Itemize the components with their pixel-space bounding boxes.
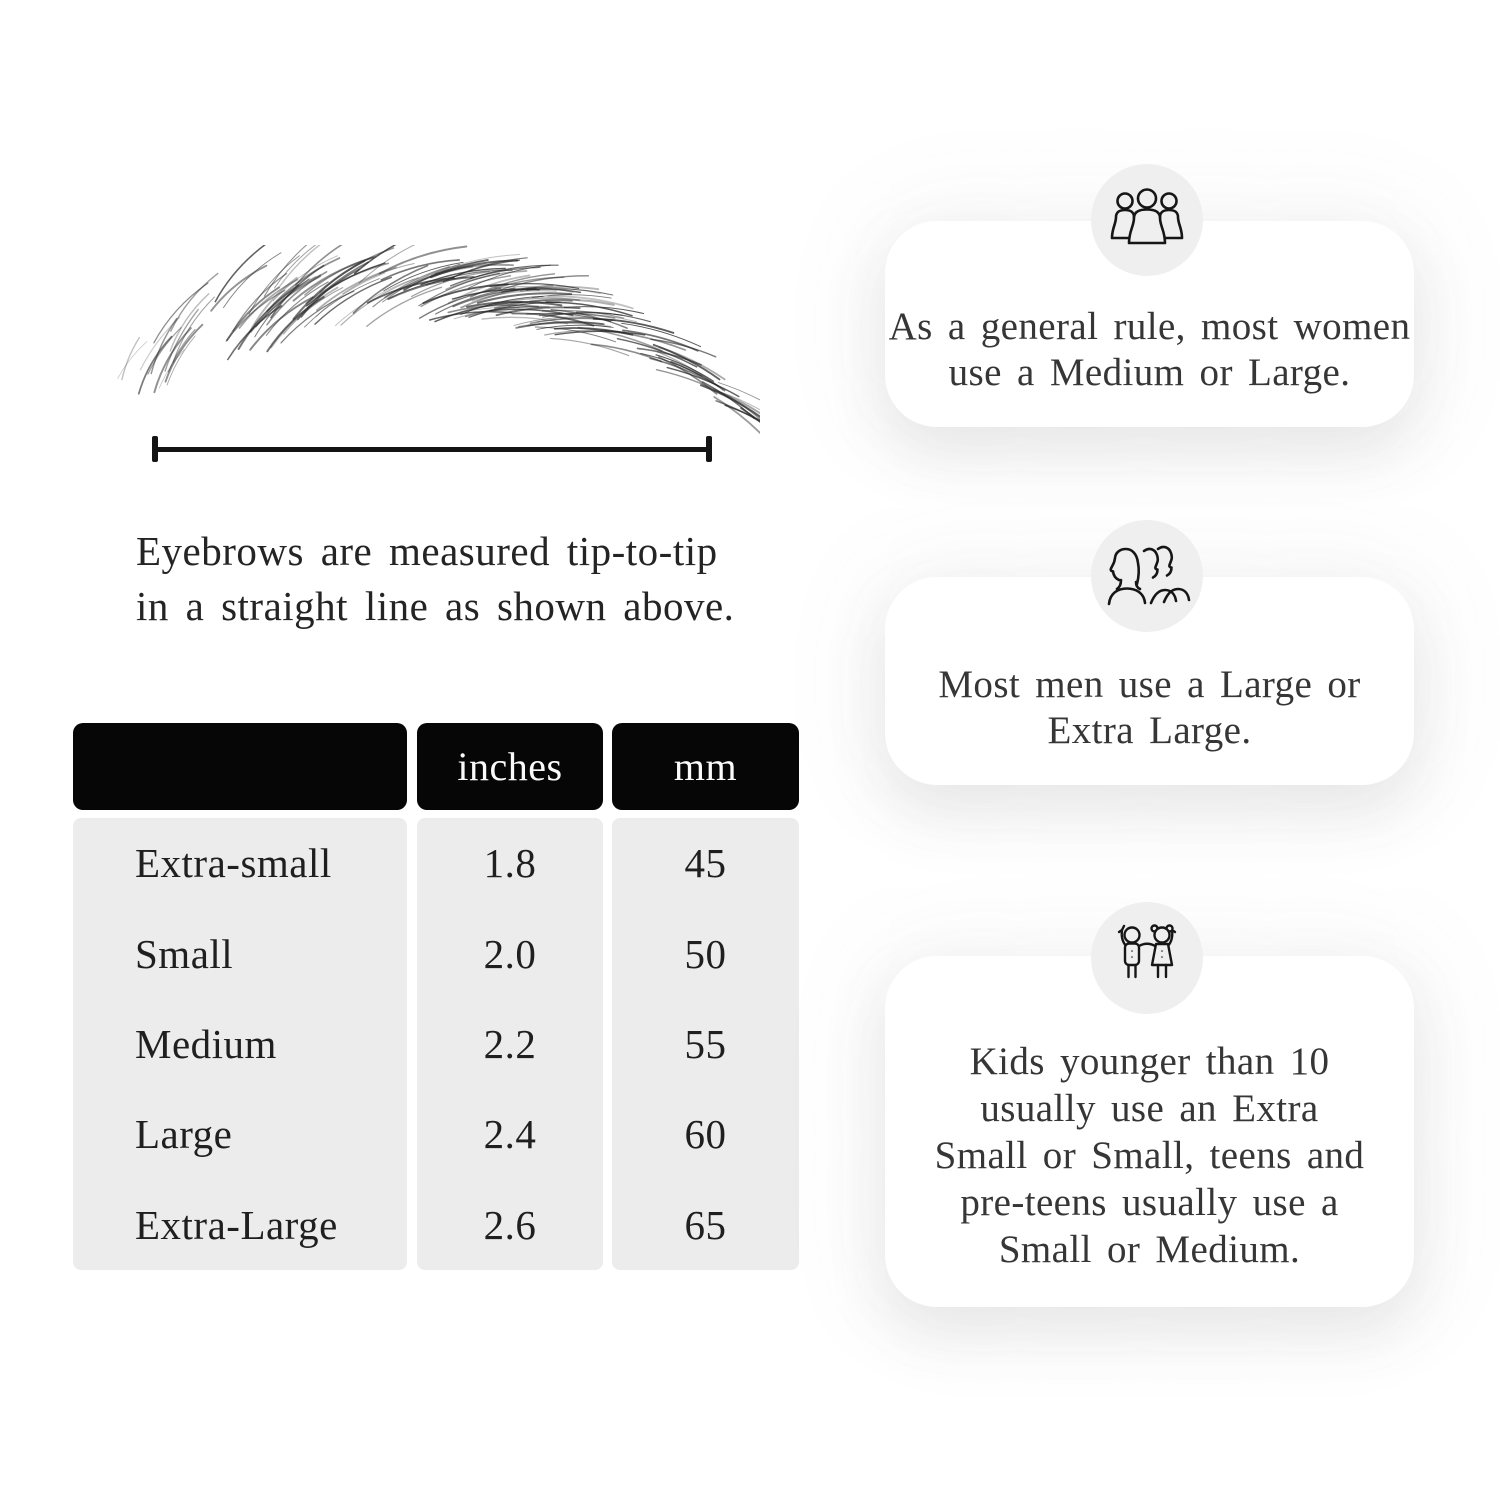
card-text-line: Small or Small, teens and [934, 1134, 1365, 1177]
kids-badge [1091, 902, 1203, 1014]
header-cell-mm: mm [612, 723, 799, 810]
table-cell-label: Large [135, 1111, 233, 1158]
column-mm [612, 818, 799, 1270]
table-cell-inches: 2.4 [483, 1111, 537, 1158]
table-cell-inches: 2.6 [483, 1201, 537, 1248]
eyebrow-illustration [105, 245, 760, 435]
table-cell-mm: 65 [684, 1201, 727, 1248]
card-text-line: pre-teens usually use a [960, 1181, 1339, 1224]
header-cell-size [73, 723, 407, 810]
card-text-line: usually use an Extra [980, 1087, 1319, 1130]
size-table-body [73, 818, 799, 1270]
table-cell-label: Medium [135, 1021, 277, 1068]
women-badge [1091, 164, 1203, 276]
table-cell-mm: 45 [684, 840, 727, 887]
card-text-line: Kids younger than 10 [969, 1040, 1330, 1083]
measure-line-bar [152, 447, 712, 452]
card-text-line: use a Medium or Large. [948, 351, 1351, 394]
men-badge [1091, 520, 1203, 632]
women-guidance-text [885, 304, 1414, 396]
measure-caption-line2: in a straight line as shown above. [136, 583, 735, 629]
size-table-header [73, 723, 799, 810]
measure-caption [136, 524, 796, 634]
measure-line [152, 436, 712, 462]
kids-guidance-text [885, 1038, 1414, 1273]
card-text-line: Small or Medium. [998, 1228, 1301, 1271]
children-icon [1107, 920, 1187, 996]
measure-caption-line1: Eyebrows are measured tip-to-tip [136, 528, 718, 574]
card-text-line: Extra Large. [1047, 709, 1252, 752]
women-group-icon [1097, 185, 1197, 255]
card-text-line: As a general rule, most women [888, 305, 1411, 348]
table-cell-mm: 55 [684, 1021, 727, 1068]
table-cell-label: Small [135, 930, 234, 977]
size-table [73, 723, 799, 1270]
table-cell-mm: 60 [684, 1111, 727, 1158]
column-size-labels [73, 818, 407, 1270]
table-cell-inches: 1.8 [483, 840, 537, 887]
measure-line-right-tick [706, 436, 712, 462]
header-cell-inches: inches [417, 723, 603, 810]
table-cell-label: Extra-small [135, 840, 332, 887]
table-cell-mm: 50 [684, 930, 727, 977]
card-text-line: Most men use a Large or [938, 663, 1361, 706]
measure-line-left-tick [152, 436, 158, 462]
table-cell-inches: 2.0 [483, 930, 537, 977]
table-cell-inches: 2.2 [483, 1021, 537, 1068]
column-inches [417, 818, 603, 1270]
men-guidance-text [885, 662, 1414, 754]
men-group-icon [1099, 542, 1195, 610]
table-cell-label: Extra-Large [135, 1201, 338, 1248]
